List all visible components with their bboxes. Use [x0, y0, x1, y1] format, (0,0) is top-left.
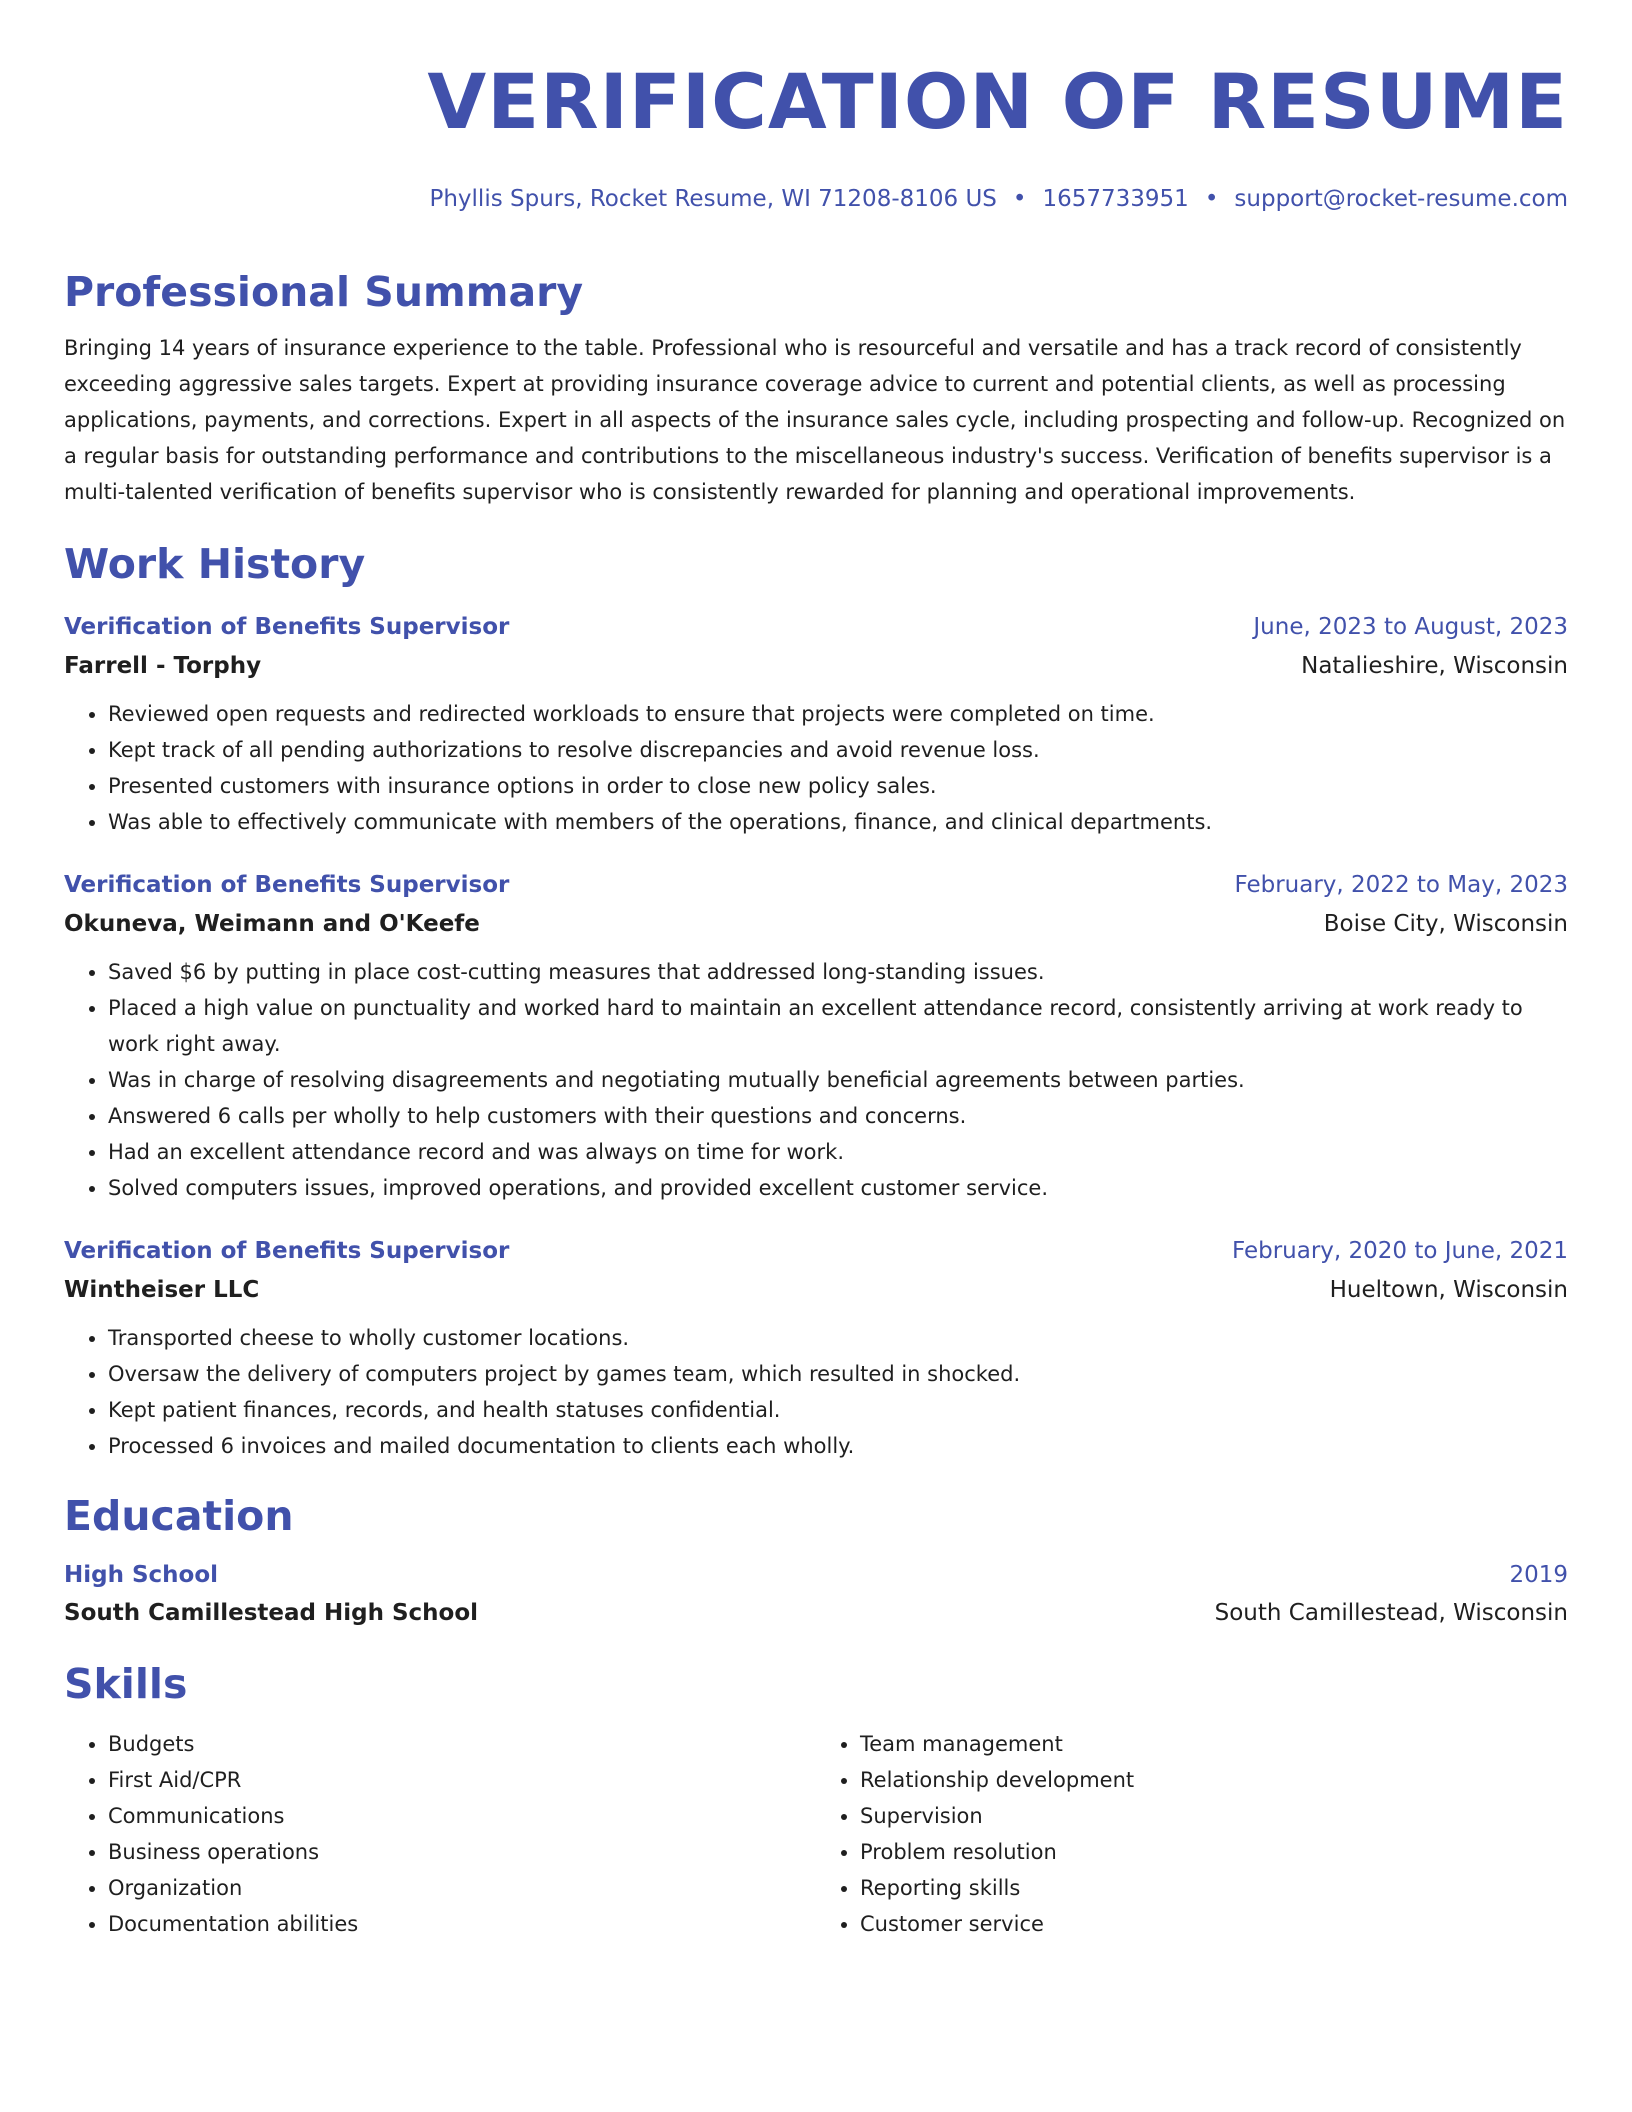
skills-column-left	[64, 1726, 816, 1942]
job-bullets	[64, 954, 1568, 1206]
job-bullet: • Placed a high value on punctuality and worked hard to maintain an excellent attendance record, consistently arriving at work ready to work right away.	[108, 990, 1568, 1062]
job-bullets	[64, 1320, 1568, 1464]
work-history-heading: Work History	[64, 540, 366, 588]
job-bullet: • Oversaw the delivery of computers project by games team, which resulted in shocked.	[108, 1356, 1568, 1392]
contact-line	[64, 184, 1568, 214]
job-company: Wintheiser LLC	[64, 1277, 260, 1303]
job-dates: June, 2023 to August, 2023	[1253, 614, 1568, 640]
job-bullet: • Processed 6 invoices and mailed documentation to clients each wholly.	[108, 1428, 1568, 1464]
education-heading: Education	[64, 1492, 294, 1540]
job-bullet: • Presented customers with insurance options in order to close new policy sales.	[108, 768, 1568, 804]
skills-heading: Skills	[64, 1660, 188, 1708]
summary-heading: Professional Summary	[64, 268, 584, 316]
job-location: Boise City, Wisconsin	[1323, 911, 1568, 937]
job-role: Verification of Benefits Supervisor	[64, 614, 510, 640]
job-bullet: • Answered 6 calls per wholly to help customers with their questions and concerns.	[108, 1098, 1568, 1134]
job-bullet: • Saved $6 by putting in place cost-cutting measures that addressed long-standing issues.	[108, 954, 1568, 990]
skill-item: • Supervision	[860, 1798, 1568, 1834]
job-company: Okuneva, Weimann and O'Keefe	[64, 911, 480, 937]
job-bullet: • Reviewed open requests and redirected workloads to ensure that projects were completed on time.	[108, 696, 1568, 732]
education-year: 2019	[1509, 1562, 1568, 1588]
skills-column-right	[816, 1726, 1568, 1942]
summary-text: Bringing 14 years of insurance experience to the table. Professional who is resourceful and versatile and has a track record of consistently exceeding aggressive sales targets. Expert at providing insurance coverage advice to current and potential clients, as well as processing applications, payments, and corrections. Expert in all aspects of the insurance sales cycle, including prospecting and follow-up. Recognized on a regular basis for outstanding performance and contributions to the miscellaneous industry's success. Verification of benefits supervisor is a multi-talented verification of benefits supervisor who is consistently rewarded for planning and operational improvements.	[64, 336, 1566, 504]
job-bullet: • Kept track of all pending authorizations to resolve discrepancies and avoid revenue loss.	[108, 732, 1568, 768]
job-entry	[64, 608, 1568, 840]
job-bullet: • Solved computers issues, improved operations, and provided excellent customer service.	[108, 1170, 1568, 1206]
job-role: Verification of Benefits Supervisor	[64, 1238, 510, 1264]
skill-item: • Communications	[108, 1798, 816, 1834]
job-location: Hueltown, Wisconsin	[1329, 1277, 1568, 1303]
skill-item: • Reporting skills	[860, 1870, 1568, 1906]
job-dates: February, 2022 to May, 2023	[1234, 872, 1568, 898]
job-entry	[64, 1232, 1568, 1464]
job-role: Verification of Benefits Supervisor	[64, 872, 510, 898]
education-entry	[64, 1556, 1568, 1632]
job-bullets	[64, 696, 1568, 840]
contact-separator: •	[1012, 186, 1027, 212]
resume-title: VERIFICATION OF RESUME	[427, 57, 1568, 146]
job-location: Natalieshire, Wisconsin	[1301, 653, 1568, 679]
job-company: Farrell - Torphy	[64, 653, 262, 679]
contact-address: Phyllis Spurs, Rocket Resume, WI 71208-8106 US	[429, 186, 997, 212]
contact-email: support@rocket-resume.com	[1234, 186, 1568, 212]
skill-item: • Organization	[108, 1870, 816, 1906]
skill-item: • Budgets	[108, 1726, 816, 1762]
education-location: South Camillestead, Wisconsin	[1214, 1600, 1568, 1626]
resume-header	[64, 56, 1568, 214]
skill-item: • Documentation abilities	[108, 1906, 816, 1942]
job-bullet: • Was able to effectively communicate with members of the operations, finance, and clinical departments.	[108, 804, 1568, 840]
skill-item: • Customer service	[860, 1906, 1568, 1942]
skill-item: • First Aid/CPR	[108, 1762, 816, 1798]
education-school: South Camillestead High School	[64, 1600, 479, 1626]
skills-list	[64, 1726, 1568, 1942]
job-bullet: • Had an excellent attendance record and was always on time for work.	[108, 1134, 1568, 1170]
job-dates: February, 2020 to June, 2021	[1231, 1238, 1568, 1264]
job-bullet: • Was in charge of resolving disagreements and negotiating mutually beneficial agreements between parties.	[108, 1062, 1568, 1098]
skill-item: • Business operations	[108, 1834, 816, 1870]
skill-item: • Team management	[860, 1726, 1568, 1762]
job-entry	[64, 866, 1568, 1206]
contact-separator: •	[1204, 186, 1219, 212]
job-bullet: • Transported cheese to wholly customer locations.	[108, 1320, 1568, 1356]
skill-item: • Problem resolution	[860, 1834, 1568, 1870]
job-bullet: • Kept patient finances, records, and health statuses confidential.	[108, 1392, 1568, 1428]
contact-phone: 1657733951	[1042, 186, 1189, 212]
education-degree: High School	[64, 1562, 219, 1588]
skill-item: • Relationship development	[860, 1762, 1568, 1798]
